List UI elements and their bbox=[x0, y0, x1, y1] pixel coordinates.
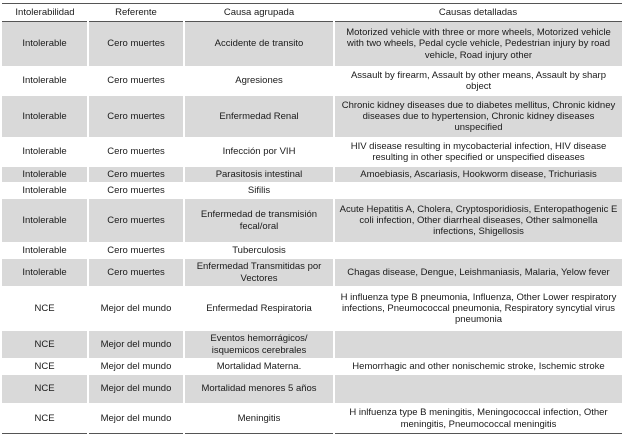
cell-referente: Cero muertes bbox=[88, 243, 184, 259]
cell-intolerabilidad: NCE bbox=[2, 287, 88, 331]
cell-causa-agrupada: Mortalidad menores 5 años bbox=[184, 375, 334, 404]
cell-referente: Cero muertes bbox=[88, 199, 184, 243]
cell-causas-detalladas bbox=[334, 243, 622, 259]
cell-referente: Mejor del mundo bbox=[88, 287, 184, 331]
table-row bbox=[2, 96, 622, 138]
cell-intolerabilidad: Intolerable bbox=[2, 167, 88, 183]
cell-causas-detalladas: Acute Hepatitis A, Cholera, Cryptosporidiosis, Enteropathogenic E coli infection, Other diarrheal diseases, Other salmonella infections, Shigellosis bbox=[334, 199, 622, 243]
header-causas-detalladas: Causas detalladas bbox=[334, 4, 622, 22]
cell-causas-detalladas: Chagas disease, Dengue, Leishmaniasis, Malaria, Yelow fever bbox=[334, 259, 622, 287]
cell-causas-detalladas: Hemorrhagic and other nonischemic stroke, Ischemic stroke bbox=[334, 359, 622, 375]
cell-causas-detalladas: Assault by firearm, Assault by other means, Assault by sharp object bbox=[334, 67, 622, 96]
cell-referente: Cero muertes bbox=[88, 167, 184, 183]
table-row bbox=[2, 22, 622, 67]
cell-referente: Cero muertes bbox=[88, 96, 184, 138]
cell-intolerabilidad: NCE bbox=[2, 359, 88, 375]
cell-intolerabilidad: Intolerable bbox=[2, 96, 88, 138]
header-referente: Referente bbox=[88, 4, 184, 22]
header-causa-agrupada: Causa agrupada bbox=[184, 4, 334, 22]
cell-referente: Cero muertes bbox=[88, 259, 184, 287]
cell-causa-agrupada: Parasitosis intestinal bbox=[184, 167, 334, 183]
table-row bbox=[2, 287, 622, 331]
cell-referente: Mejor del mundo bbox=[88, 331, 184, 359]
table-row bbox=[2, 375, 622, 404]
causes-table bbox=[2, 3, 622, 434]
cell-causas-detalladas bbox=[334, 375, 622, 404]
cell-intolerabilidad: Intolerable bbox=[2, 243, 88, 259]
cell-causa-agrupada: Tuberculosis bbox=[184, 243, 334, 259]
cell-intolerabilidad: Intolerable bbox=[2, 199, 88, 243]
cell-referente: Cero muertes bbox=[88, 138, 184, 167]
cell-causa-agrupada: Enfermedad Transmitidas por Vectores bbox=[184, 259, 334, 287]
header-intolerabilidad: Intolerabilidad bbox=[2, 4, 88, 22]
cell-causas-detalladas: HIV disease resulting in mycobacterial infection, HIV disease resulting in other specified or unspecified diseases bbox=[334, 138, 622, 167]
cell-intolerabilidad: Intolerable bbox=[2, 259, 88, 287]
cell-intolerabilidad: NCE bbox=[2, 375, 88, 404]
table-row bbox=[2, 183, 622, 199]
table-row bbox=[2, 167, 622, 183]
cell-referente: Cero muertes bbox=[88, 22, 184, 67]
table-row bbox=[2, 243, 622, 259]
cell-causa-agrupada: Sifilis bbox=[184, 183, 334, 199]
cell-causa-agrupada: Accidente de transito bbox=[184, 22, 334, 67]
table-row bbox=[2, 331, 622, 359]
table-row bbox=[2, 404, 622, 434]
cell-intolerabilidad: Intolerable bbox=[2, 183, 88, 199]
cell-intolerabilidad: Intolerable bbox=[2, 138, 88, 167]
cell-referente: Cero muertes bbox=[88, 183, 184, 199]
header-row bbox=[2, 4, 622, 22]
cell-intolerabilidad: Intolerable bbox=[2, 67, 88, 96]
cell-intolerabilidad: NCE bbox=[2, 331, 88, 359]
cell-causa-agrupada: Enfermedad de transmisión fecal/oral bbox=[184, 199, 334, 243]
cell-referente: Mejor del mundo bbox=[88, 375, 184, 404]
cell-causas-detalladas: Amoebiasis, Ascariasis, Hookworm disease, Trichuriasis bbox=[334, 167, 622, 183]
cell-causas-detalladas bbox=[334, 331, 622, 359]
cell-causa-agrupada: Mortalidad Materna. bbox=[184, 359, 334, 375]
table-row bbox=[2, 67, 622, 96]
cell-causa-agrupada: Enfermedad Renal bbox=[184, 96, 334, 138]
cell-causas-detalladas: Motorized vehicle with three or more wheels, Motorized vehicle with two wheels, Pedal cycle vehicle, Pedestrian injury by road vehicle, Road injury other bbox=[334, 22, 622, 67]
table-row bbox=[2, 259, 622, 287]
cell-causa-agrupada: Meningitis bbox=[184, 404, 334, 434]
cell-referente: Mejor del mundo bbox=[88, 404, 184, 434]
cell-referente: Cero muertes bbox=[88, 67, 184, 96]
cell-causa-agrupada: Agresiones bbox=[184, 67, 334, 96]
table-row bbox=[2, 138, 622, 167]
cell-causas-detalladas: H influenza type B pneumonia, Influenza, Other Lower respiratory infections, Pneumococcal pneumonia, Respiratory syncytial virus pneumonia bbox=[334, 287, 622, 331]
cell-causa-agrupada: Enfermedad Respiratoria bbox=[184, 287, 334, 331]
cell-intolerabilidad: Intolerable bbox=[2, 22, 88, 67]
cell-causas-detalladas bbox=[334, 183, 622, 199]
table-row bbox=[2, 359, 622, 375]
cell-referente: Mejor del mundo bbox=[88, 359, 184, 375]
cell-causa-agrupada: Eventos hemorrágicos/ isquemicos cerebrales bbox=[184, 331, 334, 359]
cell-causas-detalladas: Chronic kidney diseases due to diabetes mellitus, Chronic kidney diseases due to hypertension, Chronic kidney diseases unspecified bbox=[334, 96, 622, 138]
cell-causa-agrupada: Infección por VIH bbox=[184, 138, 334, 167]
cell-causas-detalladas: H inlfuenza type B meningitis, Meningococcal infection, Other meningitis, Pneumococcal meningitis bbox=[334, 404, 622, 434]
cell-intolerabilidad: NCE bbox=[2, 404, 88, 434]
table-row bbox=[2, 199, 622, 243]
